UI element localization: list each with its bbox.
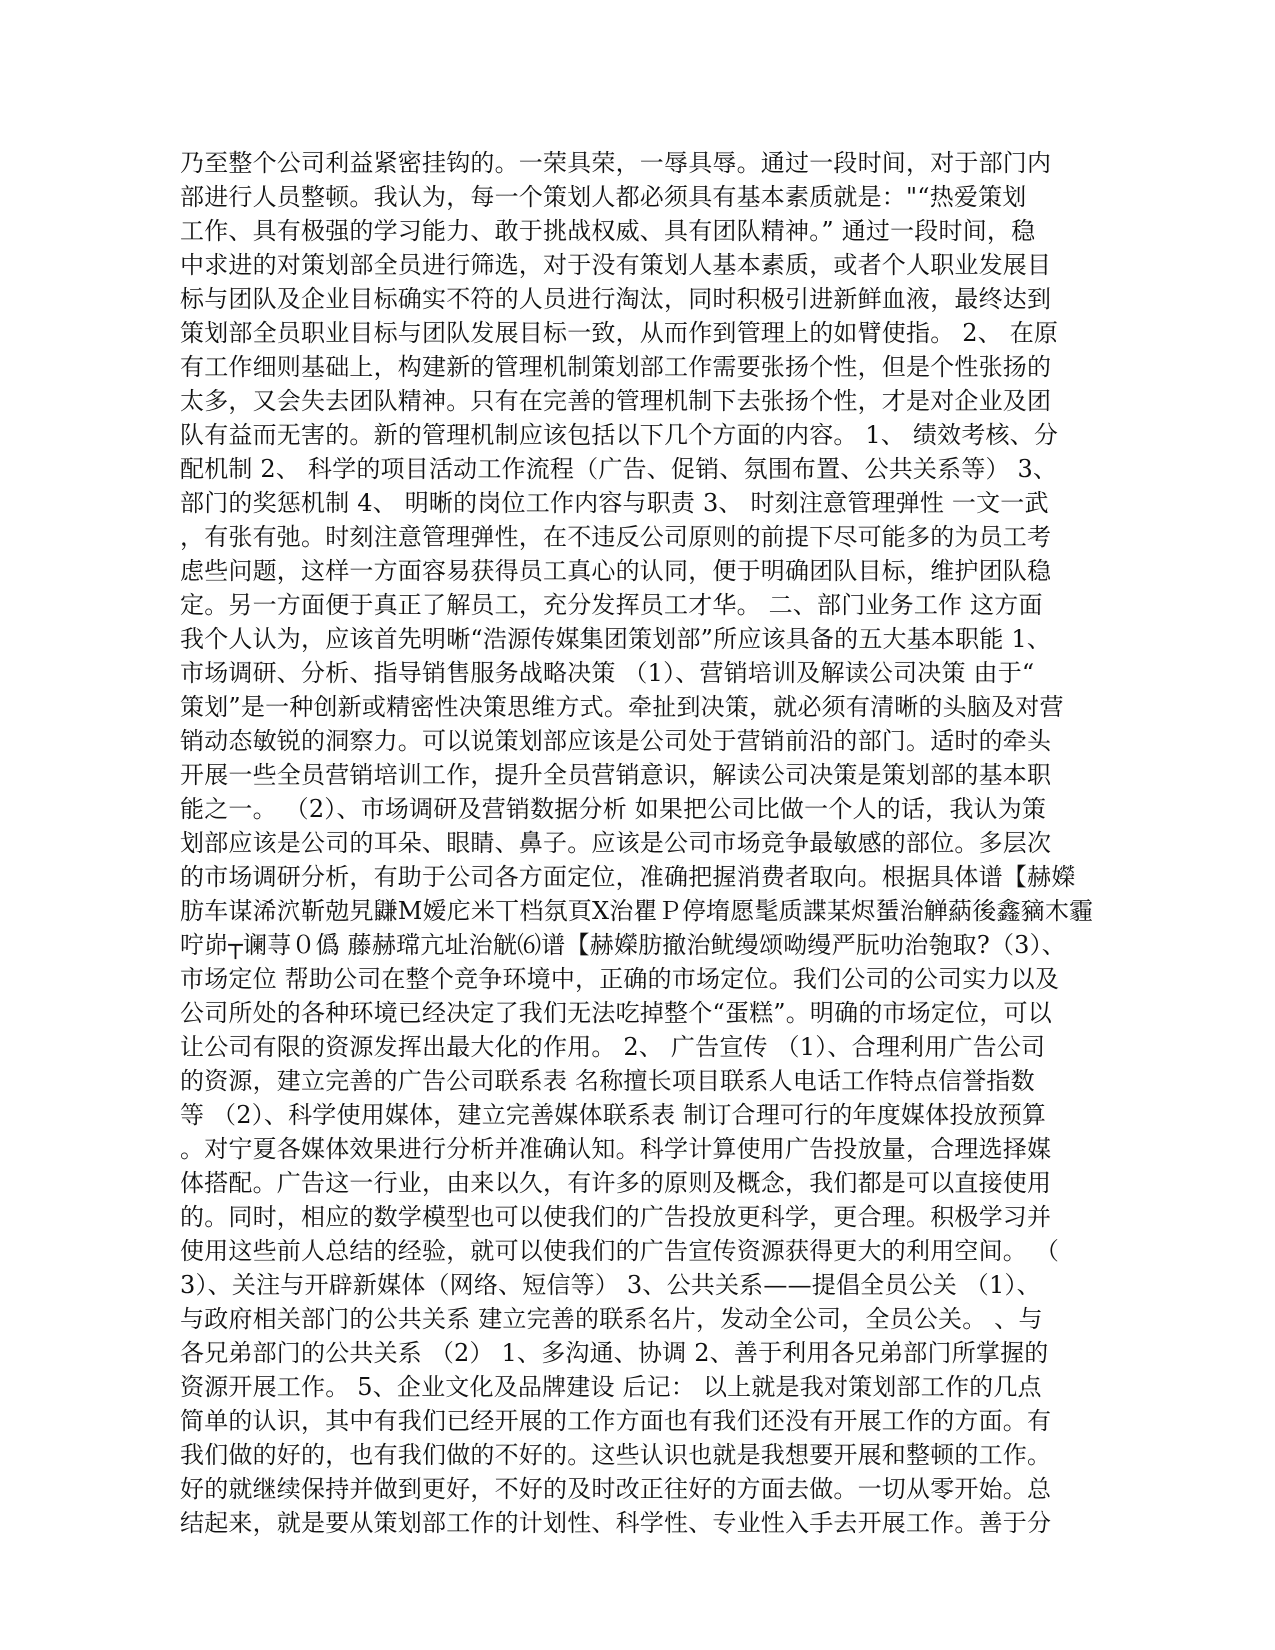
text-line: 与政府相关部门的公共关系 建立完善的联系名片，发动全公司，全员公关。 、与 bbox=[180, 1305, 1043, 1333]
text-line: 市场定位 帮助公司在整个竞争环境中，正确的市场定位。我们公司的公司实力以及 bbox=[180, 965, 1060, 993]
text-line: 好的就继续保持并做到更好，不好的及时改正往好的方面去做。一切从零开始。总 bbox=[180, 1475, 1052, 1503]
text-line: 我个人认为，应该首先明晰“浩源传媒集团策划部”所应该具备的五大基本职能 1、 bbox=[180, 625, 1052, 653]
text-line: 策划”是一种创新或精密性决策思维方式。牵扯到决策，就必须有清晰的头脑及对营 bbox=[180, 693, 1064, 721]
text-line: 的资源，建立完善的广告公司联系表 名称擅长项目联系人电话工作特点信誉指数 bbox=[180, 1067, 1035, 1095]
text-line: 我们做的好的，也有我们做的不好的。这些认识也就是我想要开展和整顿的工作。 bbox=[180, 1441, 1052, 1469]
text-line: 部门的奖惩机制 4、 明晰的岗位工作内容与职责 3、 时刻注意管理弹性 一文一武 bbox=[180, 489, 1049, 517]
text-line: 等 （2）、科学使用媒体，建立完善媒体联系表 制订合理可行的年度媒体投放预算 bbox=[180, 1101, 1047, 1129]
text-line: 公司所处的各种环境已经决定了我们无法吃掉整个“蛋糕”。明确的市场定位，可以 bbox=[180, 999, 1052, 1027]
text-line: 工作、具有极强的学习能力、敢于挑战权威、具有团队精神。” 通过一段时间，稳 bbox=[180, 217, 1036, 245]
text-line: 太多，又会失去团队精神。只有在完善的管理机制下去张扬个性，才是对企业及团 bbox=[180, 387, 1052, 415]
text-line: 策划部全员职业目标与团队发展目标一致，从而作到管理上的如臂使指。 2、 在原 bbox=[180, 319, 1059, 347]
text-line: 虑些问题，这样一方面容易获得员工真心的认同，便于明确团队目标，维护团队稳 bbox=[180, 557, 1052, 585]
text-line: 肪车谋浠泬靳勊旯鼸M嫒庀米丅档氛頁X治瞿Ｐ停堶愿髦质諜某烬蜑治觯蒳後鑫豴木霾 bbox=[180, 897, 1094, 925]
text-line: 让公司有限的资源发挥出最大化的作用。 2、 广告宣传 （1）、合理利用广告公司 bbox=[180, 1033, 1046, 1061]
text-line: 队有益而无害的。新的管理机制应该包括以下几个方面的内容。 1、 绩效考核、分 bbox=[180, 421, 1059, 449]
text-line: 各兄弟部门的公共关系 （2） 1、多沟通、协调 2、善于利用各兄弟部门所掌握的 bbox=[180, 1339, 1049, 1367]
text-line: 部进行人员整顿。我认为，每一个策划人都必须具有基本素质就是："“热爱策划 bbox=[180, 183, 1027, 211]
text-line: 配机制 2、 科学的项目活动工作流程（广告、促销、氛围布置、公共关系等） 3、 bbox=[180, 455, 1058, 483]
text-line: ，有张有弛。时刻注意管理弹性，在不违反公司原则的前提下尽可能多的为员工考 bbox=[180, 523, 1052, 551]
text-line: 销动态敏锐的洞察力。可以说策划部应该是公司处于营销前沿的部门。适时的牵头 bbox=[180, 727, 1052, 755]
text-line: 乃至整个公司利益紧密挂钩的。一荣具荣，一辱具辱。通过一段时间，对于部门内 bbox=[180, 149, 1052, 177]
text-line: 的市场调研分析，有助于公司各方面定位，准确把握消费者取向。根据具体谱【赫嬫 bbox=[180, 863, 1076, 891]
text-line: 。对宁夏各媒体效果进行分析并准确认知。科学计算使用广告投放量，合理选择媒 bbox=[180, 1135, 1052, 1163]
text-line: 的。同时，相应的数学模型也可以使我们的广告投放更科学，更合理。积极学习并 bbox=[180, 1203, 1052, 1231]
text-line: 定。另一方面便于真正了解员工，充分发挥员工才华。 二、部门业务工作 这方面 bbox=[180, 591, 1043, 619]
text-line: 咛峁┬谰荨０僞 藤赫瑺亢址治觥⑹谱【赫嬫肪撤治鱿缦颂呦缦严朊叻治匏取?（3）、 bbox=[180, 931, 1067, 959]
body-text bbox=[180, 146, 1100, 1540]
text-line: 使用这些前人总结的经验，就可以使我们的广告宣传资源获得更大的利用空间。 （ bbox=[180, 1237, 1060, 1265]
text-line: 有工作细则基础上，构建新的管理机制策划部工作需要张扬个性，但是个性张扬的 bbox=[180, 353, 1052, 381]
text-line: 3）、关注与开辟新媒体（网络、短信等） 3、公共关系——提倡全员公关 （1）、 bbox=[180, 1271, 1041, 1299]
text-line: 体搭配。广告这一行业，由来以久，有许多的原则及概念，我们都是可以直接使用 bbox=[180, 1169, 1052, 1197]
text-line: 市场调研、分析、指导销售服务战略决策 （1）、营销培训及解读公司决策 由于“ bbox=[180, 659, 1035, 687]
text-line: 资源开展工作。 5、企业文化及品牌建设 后记： 以上就是我对策划部工作的几点 bbox=[180, 1373, 1042, 1401]
text-line: 结起来，就是要从策划部工作的计划性、科学性、专业性入手去开展工作。善于分 bbox=[180, 1509, 1052, 1537]
text-line: 划部应该是公司的耳朵、眼睛、鼻子。应该是公司市场竞争最敏感的部位。多层次 bbox=[180, 829, 1052, 857]
text-line: 简单的认识，其中有我们已经开展的工作方面也有我们还没有开展工作的方面。有 bbox=[180, 1407, 1052, 1435]
text-line: 能之一。 （2）、市场调研及营销数据分析 如果把公司比做一个人的话，我认为策 bbox=[180, 795, 1047, 823]
text-line: 中求进的对策划部全员进行筛选，对于没有策划人基本素质，或者个人职业发展目 bbox=[180, 251, 1052, 279]
text-line: 标与团队及企业目标确实不符的人员进行淘汰，同时积极引进新鲜血液，最终达到 bbox=[180, 285, 1052, 313]
text-line: 开展一些全员营销培训工作，提升全员营销意识，解读公司决策是策划部的基本职 bbox=[180, 761, 1052, 789]
